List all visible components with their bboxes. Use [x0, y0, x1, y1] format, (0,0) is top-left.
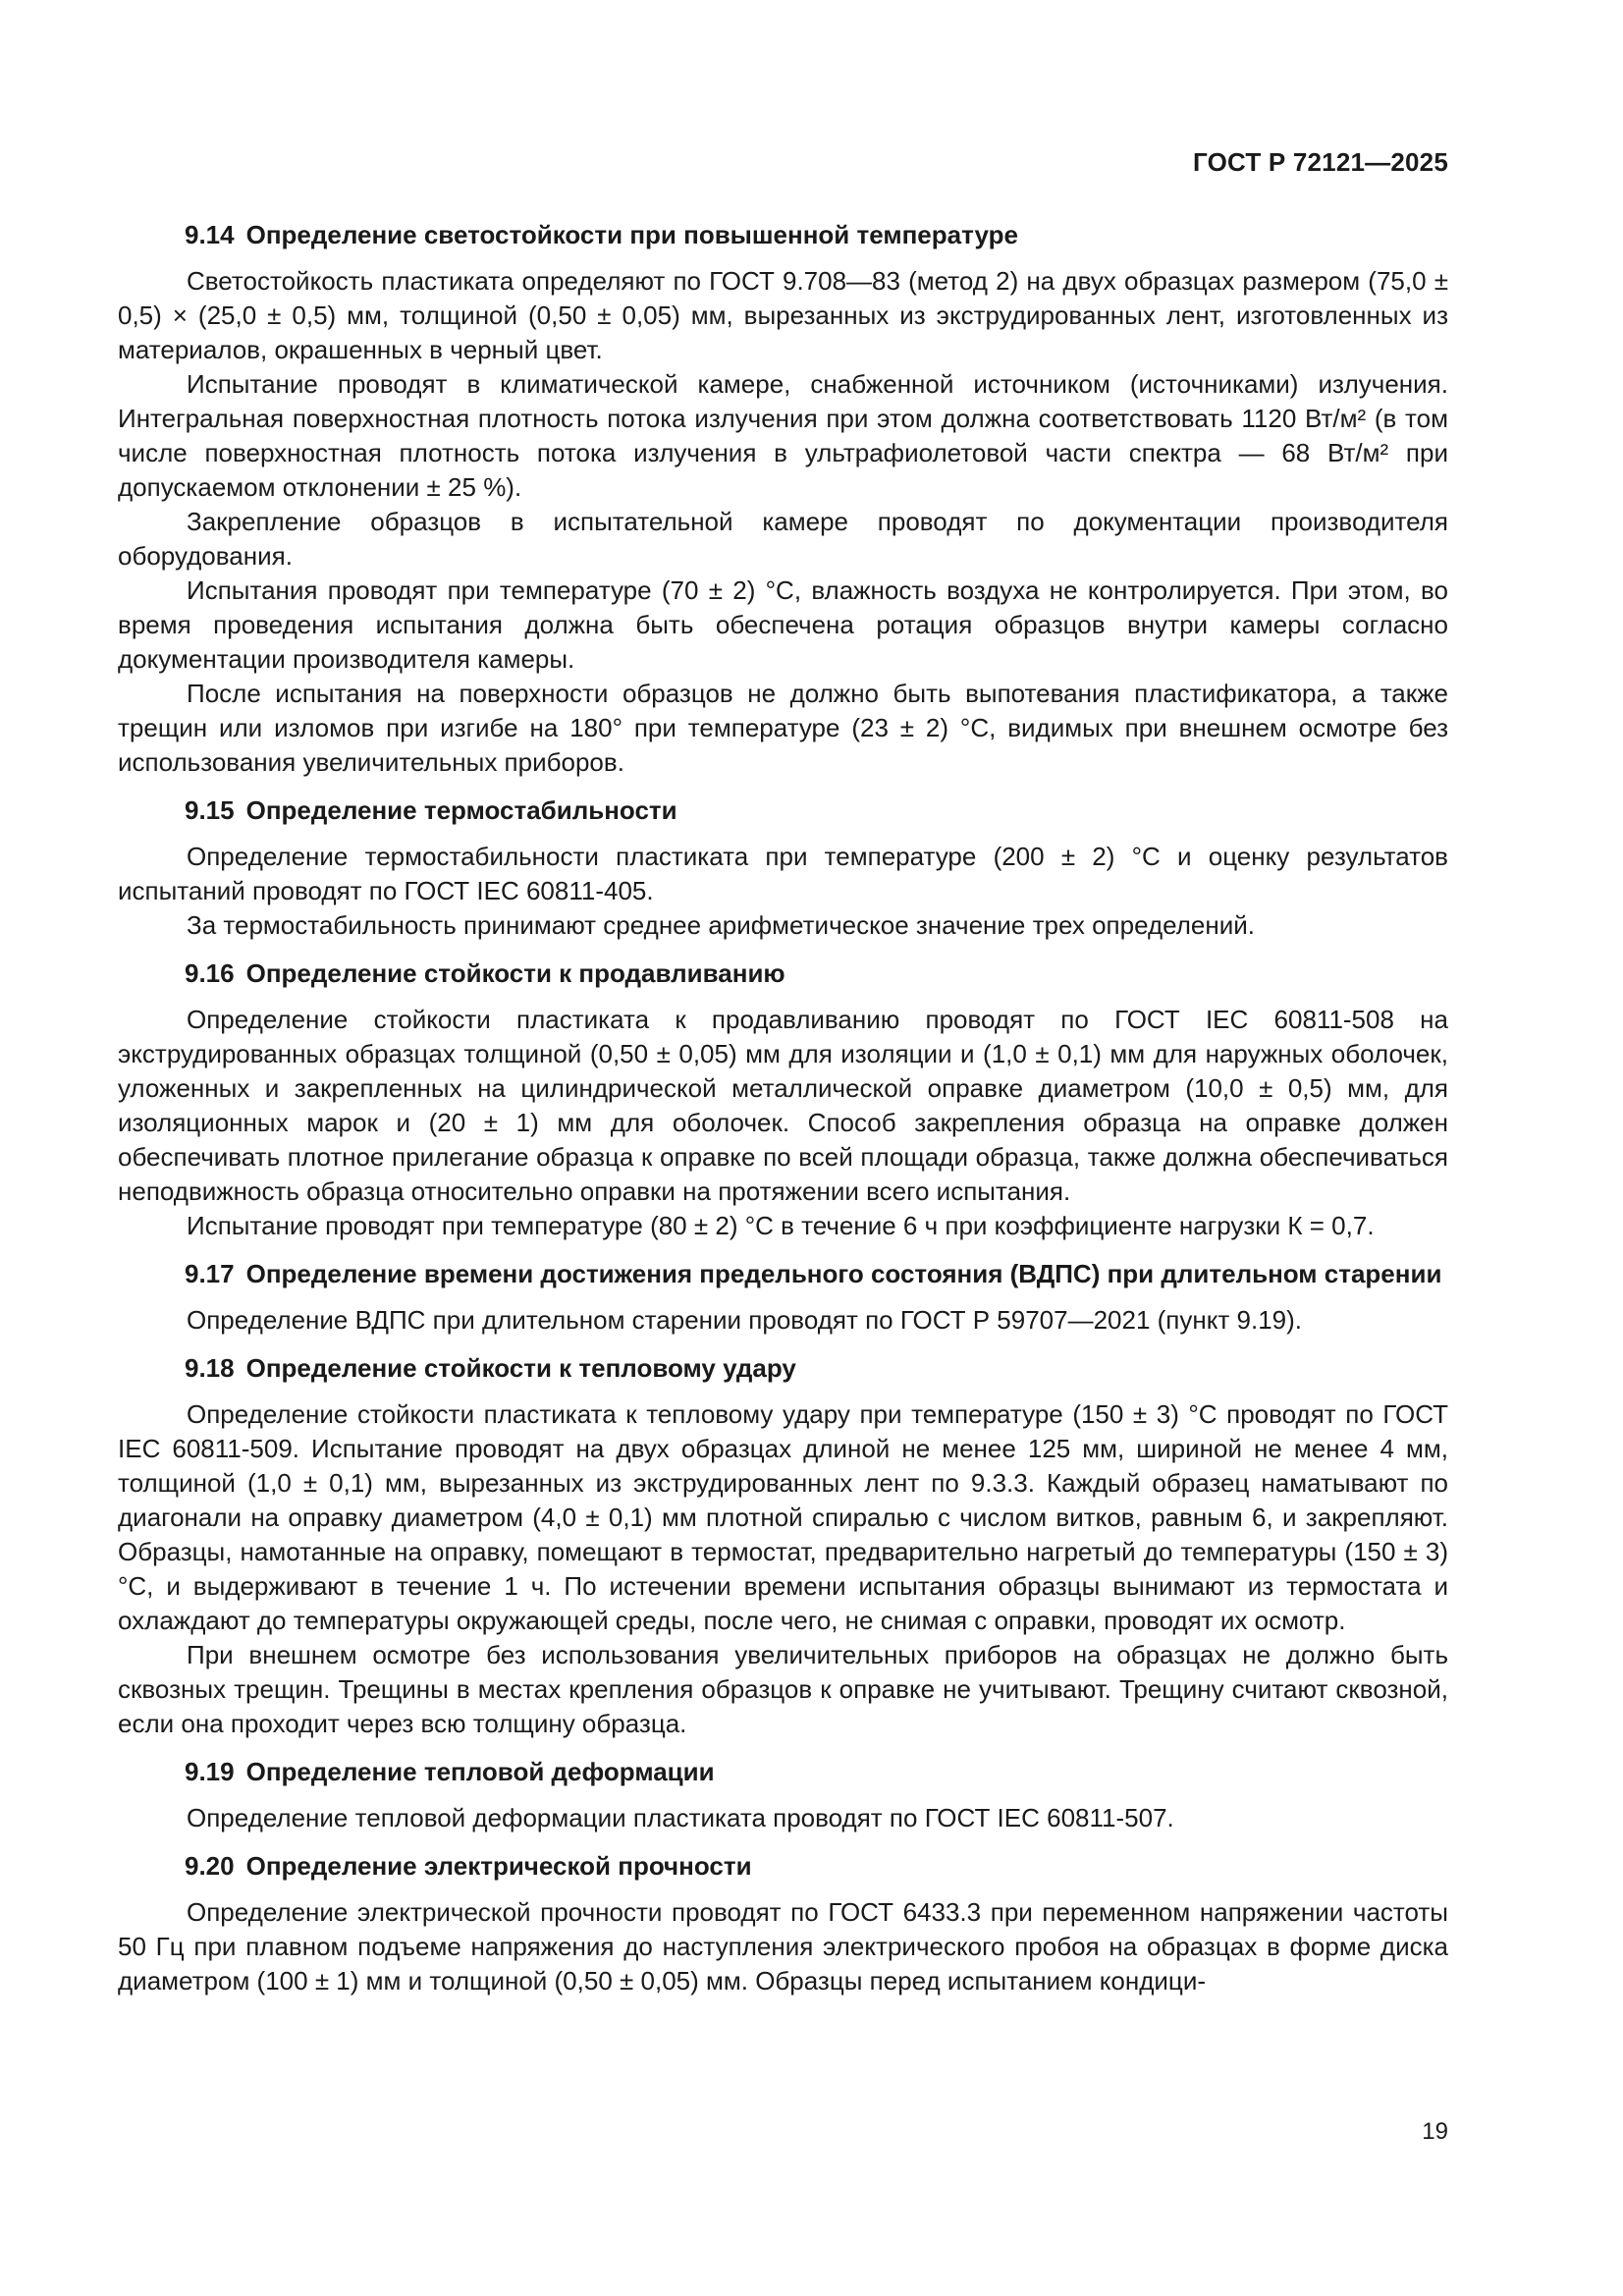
section-heading — [118, 793, 1448, 828]
document-body — [118, 218, 1448, 1998]
paragraph: Испытания проводят при температуре (70 ± 2) °С, влажность воздуха не контролируется. При этом, во время проведения испытания должна быть обеспечена ротация образцов внутри камеры согласно документации производителя камеры. — [118, 575, 1448, 674]
section-number: 9.16 — [185, 958, 235, 988]
section-number: 9.14 — [185, 220, 235, 249]
section-title: Определение времени достижения предельного состояния (ВДПС) при длительном старении — [245, 1259, 1442, 1288]
paragraph: Испытание проводят в климатической камере, снабженной источником (источниками) излучения. Интегральная поверхностная плотность потока излучения при этом должна соответствовать 1120 Вт/м² (в том числе поверхностная плотность потока излучения в ультрафиолетовой части спектра — 68 Вт/м² при допускаемом отклонении ± 25 %). — [118, 369, 1448, 502]
paragraph: Закрепление образцов в испытательной камере проводят по документации производителя оборудования. — [118, 507, 1448, 571]
paragraph: За термостабильность принимают среднее арифметическое значение трех определений. — [187, 910, 1256, 940]
paragraph: Определение стойкости пластиката к продавливанию проводят по ГОСТ IEC 60811-508 на экструдированных образцах толщиной (0,50 ± 0,05) мм для изоляции и (1,0 ± 0,1) мм для наружных оболочек, уложенных и закрепленных на цилиндрической металлической оправке диаметром (10,0 ± 0,5) мм, для изоляционных марок и (20 ± 1) мм для оболочек. Способ закрепления образца на оправке должен обеспечивать плотное прилегание образца к оправке по всей площади образца, также должна обеспечиваться неподвижность образца относительно оправки на протяжении всего испытания. — [118, 1005, 1448, 1206]
section-title: Определение тепловой деформации — [245, 1757, 715, 1786]
section-title: Определение стойкости к тепловому удару — [245, 1353, 796, 1383]
section-number: 9.17 — [185, 1259, 235, 1288]
section-number: 9.20 — [185, 1851, 235, 1881]
page-number: 19 — [1422, 2118, 1448, 2145]
section-number: 9.19 — [185, 1757, 235, 1786]
paragraph: Определение стойкости пластиката к тепловому удару при температуре (150 ± 3) °С проводят по ГОСТ IEC 60811-509. Испытание проводят на двух образцах длиной не менее 125 мм, шириной не менее 4 мм, толщиной (1,0 ± 0,1) мм, вырезанных из экструдированных лент по 9.3.3. Каждый образец наматывают по диагонали на оправку диаметром (4,0 ± 0,1) мм плотной спиралью с числом витков, равным 6, и закрепляют. Образцы, намотанные на оправку, помещают в термостат, предварительно нагретый до температуры (150 ± 3) °С, и выдерживают в течение 1 ч. По истечении времени испытания образцы вынимают из термостата и охлаждают до температуры окружающей среды, после чего, не снимая с оправки, проводят их осмотр. — [118, 1399, 1448, 1635]
section-9-17 — [118, 1257, 1448, 1338]
paragraph: Испытание проводят при температуре (80 ± 2) °С в течение 6 ч при коэффициенте нагрузки К = 0,7. — [187, 1211, 1375, 1240]
paragraph: Светостойкость пластиката определяют по ГОСТ 9.708—83 (метод 2) на двух образцах размером (75,0 ± 0,5) × (25,0 ± 0,5) мм, толщиной (0,50 ± 0,05) мм, вырезанных из экструдированных лент, изготовленных из материалов, окрашенных в черный цвет. — [118, 266, 1448, 364]
paragraph: Определение ВДПС при длительном старении проводят по ГОСТ Р 59707—2021 (пункт 9.19). — [187, 1305, 1303, 1335]
section-heading — [118, 957, 1448, 991]
section-heading — [118, 1849, 1448, 1884]
section-heading — [118, 1351, 1448, 1386]
section-title: Определение электрической прочности — [245, 1851, 752, 1881]
section-9-16 — [118, 957, 1448, 1243]
section-heading — [118, 1755, 1448, 1789]
paragraph: При внешнем осмотре без использования увеличительных приборов на образцах не должно быть сквозных трещин. Трещины в местах крепления образцов к оправке не учитывают. Трещину считают сквозной, если она проходит через всю толщину образца. — [118, 1640, 1448, 1738]
document-header: ГОСТ Р 72121—2025 — [1193, 147, 1448, 177]
section-9-14 — [118, 218, 1448, 780]
paragraph: Определение электрической прочности проводят по ГОСТ 6433.3 при переменном напряжении частоты 50 Гц при плавном подъеме напряжения до наступления электрического пробоя на образцах в форме диска диаметром (100 ± 1) мм и толщиной (0,50 ± 0,05) мм. Образцы перед испытанием кондици- — [118, 1897, 1448, 1995]
section-9-18 — [118, 1351, 1448, 1741]
section-title: Определение термостабильности — [245, 795, 677, 825]
section-heading — [118, 218, 1448, 252]
section-number: 9.18 — [185, 1353, 235, 1383]
paragraph: После испытания на поверхности образцов не должно быть выпотевания пластификатора, а также трещин или изломов при изгибе на 180° при температуре (23 ± 2) °С, видимых при внешнем осмотре без использования увеличительных приборов. — [118, 679, 1448, 777]
section-9-19 — [118, 1755, 1448, 1835]
section-number: 9.15 — [185, 795, 235, 825]
section-title: Определение стойкости к продавливанию — [245, 958, 785, 988]
section-9-20 — [118, 1849, 1448, 1998]
paragraph: Определение термостабильности пластиката при температуре (200 ± 2) °С и оценку результатов испытаний проводят по ГОСТ IEC 60811-405. — [118, 842, 1448, 905]
section-heading — [118, 1257, 1448, 1291]
section-9-15 — [118, 793, 1448, 943]
section-title: Определение светостойкости при повышенной температуре — [245, 220, 1018, 249]
paragraph: Определение тепловой деформации пластиката проводят по ГОСТ IEC 60811-507. — [187, 1803, 1174, 1832]
